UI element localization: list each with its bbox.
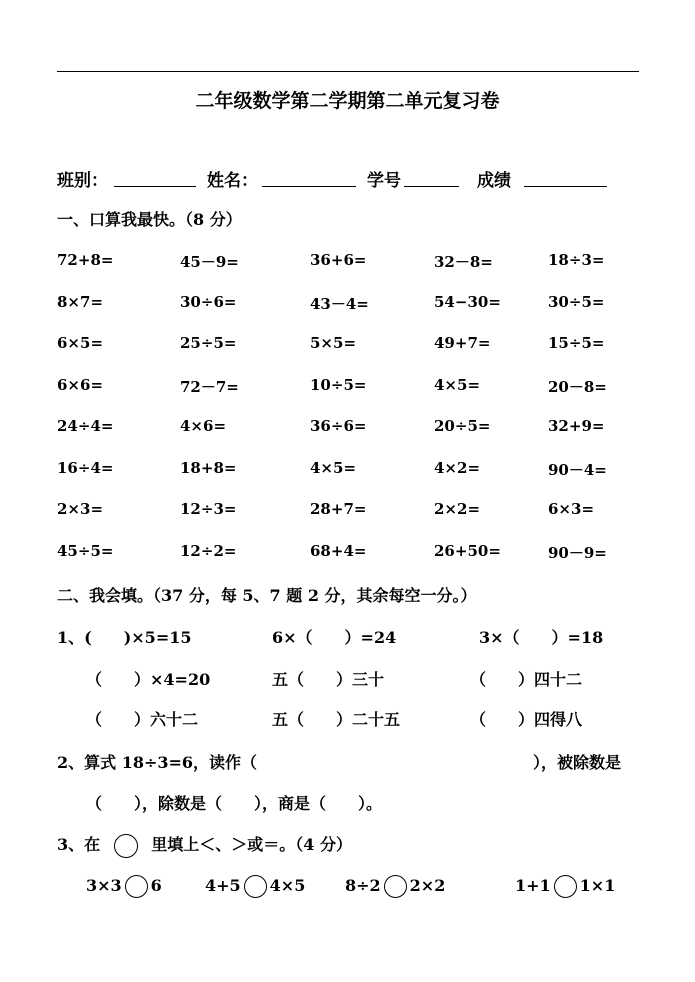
- q2-line1-right: ），被除数是: [533, 753, 622, 772]
- student-info-row: [57, 166, 647, 190]
- q1-item: 3×（ ）=18: [479, 628, 604, 647]
- section1-heading: 一、口算我最快。（8 分）: [57, 210, 242, 229]
- math-problem: 6×6=: [57, 375, 104, 394]
- compare-circle[interactable]: [125, 875, 148, 898]
- math-problem: 20÷5=: [434, 417, 491, 435]
- compare-item: 4+5 4×5: [205, 875, 305, 898]
- score-blank[interactable]: [524, 186, 607, 187]
- name-blank[interactable]: [262, 186, 356, 187]
- name-label: 姓名：: [207, 171, 258, 191]
- math-problem: 32－8=: [434, 253, 493, 271]
- math-problem: 10÷5=: [310, 375, 367, 394]
- math-problem: 28+7=: [310, 500, 367, 518]
- math-problem: 16÷4=: [57, 458, 114, 477]
- q2-line1-left: 2、算式 18÷3=6，读作（: [57, 753, 258, 772]
- math-problem: 4×5=: [310, 458, 357, 477]
- number-blank[interactable]: [404, 186, 459, 187]
- compare-item: 8÷2 2×2: [345, 875, 445, 898]
- q3-instruction: [57, 832, 352, 858]
- compare-circle[interactable]: [384, 875, 407, 898]
- q1-item: （ ）六十二: [86, 710, 199, 729]
- math-problem: 30÷6=: [180, 292, 237, 311]
- q1-item: 6×（ ）=24: [272, 628, 397, 647]
- math-problem: 4×2=: [434, 458, 481, 477]
- q3-suffix: 里填上＜、＞或＝。（4 分）: [151, 835, 353, 854]
- math-problem: 12÷2=: [180, 541, 237, 560]
- math-problem: 45－9=: [180, 253, 239, 271]
- math-problem: 26+50=: [434, 541, 501, 560]
- math-problem: 72－7=: [180, 377, 239, 396]
- compare-circle[interactable]: [244, 875, 267, 898]
- math-problem: 43－4=: [310, 294, 369, 313]
- q1-item: （ ）四十二: [470, 670, 583, 689]
- math-problem: 12÷3=: [180, 500, 237, 518]
- math-problem: 54−30=: [434, 292, 501, 311]
- math-problem: 32+9=: [548, 417, 605, 435]
- class-blank[interactable]: [114, 186, 196, 187]
- math-problem: 20－8=: [548, 377, 607, 396]
- q1-item: 五（ ）二十五: [272, 710, 401, 729]
- math-problem: 49+7=: [434, 334, 491, 352]
- math-problem: 4×6=: [180, 417, 227, 435]
- math-problem: 18+8=: [180, 458, 237, 477]
- q1-item: （ ）四得八: [470, 710, 583, 729]
- math-problem: 36+6=: [310, 251, 367, 269]
- math-problem: 90－4=: [548, 460, 607, 479]
- math-problem: 5×5=: [310, 334, 357, 352]
- math-problem: 25÷5=: [180, 334, 237, 352]
- math-problem: 15÷5=: [548, 334, 605, 352]
- q1-item: 五（ ）三十: [272, 670, 385, 689]
- math-problem: 4×5=: [434, 375, 481, 394]
- class-label: 班别：: [57, 171, 108, 191]
- math-problem: 6×5=: [57, 334, 104, 352]
- math-problem: 72+8=: [57, 251, 114, 269]
- page-title: 二年级数学第二学期第二单元复习卷: [195, 90, 500, 112]
- math-problem: 45÷5=: [57, 541, 114, 560]
- score-label: 成绩: [477, 171, 511, 191]
- math-problem: 2×3=: [57, 500, 104, 518]
- math-problem: 90－9=: [548, 543, 607, 562]
- q2-line2: （ ），除数是（ ），商是（ ）。: [86, 794, 383, 813]
- math-problem: 6×3=: [548, 500, 595, 518]
- math-problem: 68+4=: [310, 541, 367, 560]
- math-problem: 30÷5=: [548, 292, 605, 311]
- circle-blank-icon: [114, 834, 138, 858]
- math-problem: 8×7=: [57, 292, 104, 311]
- math-problem: 36÷6=: [310, 417, 367, 435]
- math-problem: 2×2=: [434, 500, 481, 518]
- compare-item: 1+1 1×1: [515, 875, 615, 898]
- compare-item: 3×3 6: [86, 875, 162, 898]
- number-label: 学号: [367, 171, 401, 191]
- q3-prefix: 3、在: [57, 835, 101, 854]
- q1-item: 1、( )×5=15: [57, 628, 192, 647]
- section2-heading: 二、我会填。（37 分，每 5、7 题 2 分，其余每空一分。）: [57, 586, 477, 605]
- math-problem: 18÷3=: [548, 251, 605, 269]
- q1-item: （ ）×4=20: [86, 670, 211, 689]
- compare-circle[interactable]: [554, 875, 577, 898]
- math-problem: 24÷4=: [57, 417, 114, 435]
- header-rule: [57, 71, 639, 72]
